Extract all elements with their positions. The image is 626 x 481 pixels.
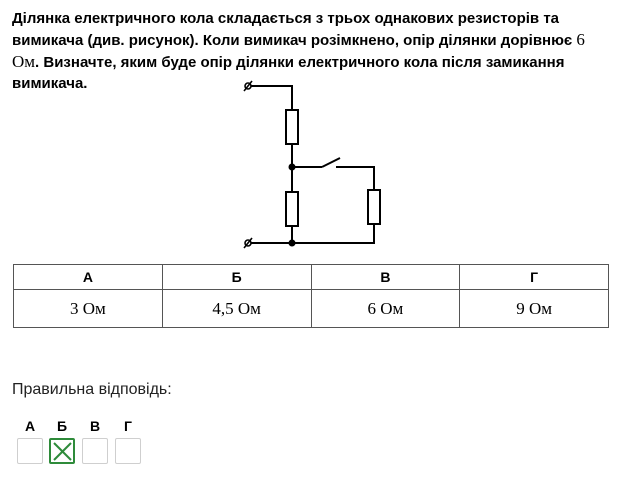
resistor-left [286,192,298,226]
junction-node-top [289,164,296,171]
correct-answer-label: Правильна відповідь: [12,381,172,398]
resistor-right [368,190,380,224]
answer-table [13,264,609,328]
circuit-diagram [238,78,388,253]
terminal-top [244,81,252,91]
switch-blade [322,158,340,167]
question-text-after: . Визначте, яким буде опір ділянки електричного кола після замикання вимикача. [12,54,565,92]
option-checkbox-b[interactable] [49,438,75,464]
terminal-bottom [244,238,252,248]
option-checkbox-g[interactable] [115,438,141,464]
question-resistance-value: 6 Ом [12,30,585,71]
option-letter-b: Б [56,418,68,434]
resistor-top [286,110,298,144]
answer-table-value-row [14,290,609,328]
option-letter-v: В [89,418,101,434]
value-cell-g: 9 Ом [460,290,609,328]
circuit-wire-right-bottom [292,224,374,243]
header-cell-b: Б [162,265,311,290]
option-letter-g: Г [124,418,132,434]
circuit-wire-top [248,86,292,110]
circuit-wire-switch-out [336,167,374,190]
value-cell-a: 3 Ом [14,290,163,328]
answer-table-header-row [14,265,609,290]
question-text-before: Ділянка електричного кола складається з трьох однакових резисторів та вимикача (див. рисунок). Коли вимикач розімкнено, опір ділянки дорівнює [12,10,577,49]
value-cell-v: 6 Ом [311,290,460,328]
option-checkbox-a[interactable] [17,438,43,464]
junction-node-bottom [289,240,296,247]
header-cell-a: А [14,265,163,290]
option-checkbox-v[interactable] [82,438,108,464]
header-cell-v: В [311,265,460,290]
value-cell-b: 4,5 Ом [162,290,311,328]
option-letter-a: А [24,418,36,434]
check-cross-icon [51,440,77,466]
header-cell-g: Г [460,265,609,290]
circuit-wire-bottom [248,226,292,243]
